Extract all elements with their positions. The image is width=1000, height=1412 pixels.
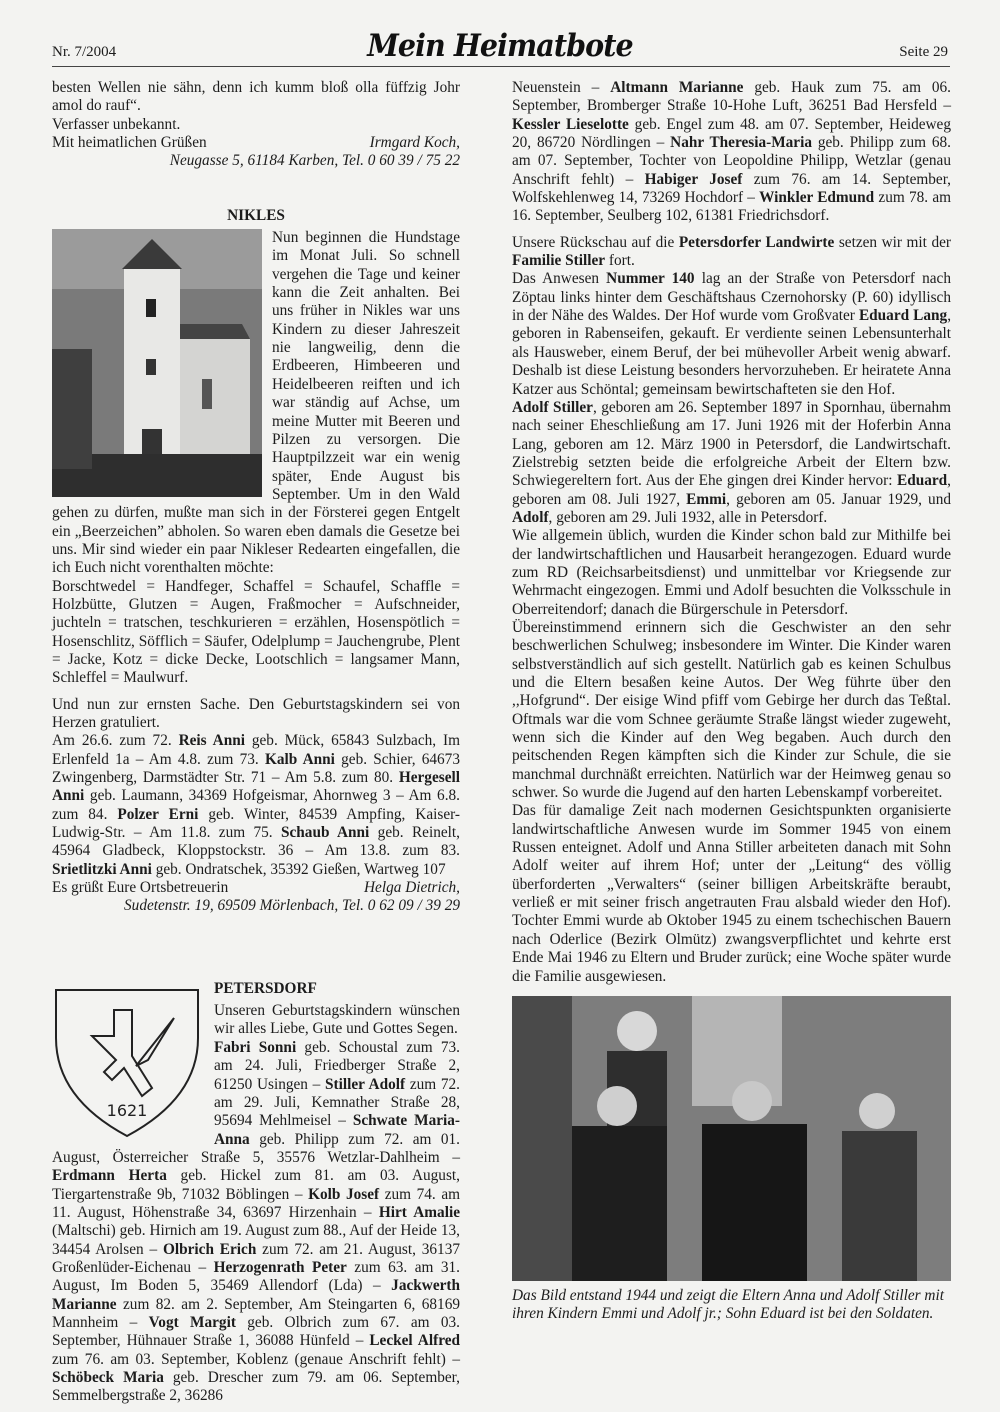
left-column bbox=[52, 79, 460, 1406]
text-segment: geb. Winter, 84539 Ampfing, Kaiser-Ludwig-Str. – Am 11.8. zum 75. bbox=[52, 805, 460, 842]
bold-name: Fabri Sonni bbox=[214, 1038, 297, 1056]
bold-name: Hirt Amalie bbox=[378, 1203, 460, 1221]
header-rule bbox=[52, 66, 950, 67]
greeting-text: Mit heimatlichen Grüßen bbox=[52, 134, 207, 152]
paragraph-schoolway bbox=[512, 619, 951, 802]
text-segment: lag an der Straße von Petersdorf nach Zöptau links hinter dem Geschäftshaus Czernohorsky (P. 60) idyllisch in der Nähe des Waldes. Der Hof wurde vom Großvater bbox=[512, 270, 951, 325]
bold-name: Herzogenrath Peter bbox=[213, 1258, 347, 1276]
birthdays-continued bbox=[512, 79, 951, 226]
text-segment: zum 74. am 11. August, Höhenstraße 34, 63697 Hirzenhain – bbox=[52, 1185, 461, 1221]
bold-name: Olbrich Erich bbox=[162, 1240, 257, 1258]
paragraph-estate bbox=[512, 270, 951, 398]
family-photo bbox=[512, 996, 951, 1281]
text-segment: geb. Laumann, 34369 Hofgeismar, Ahornweg 3 – Am 6.8. zum 84. bbox=[52, 787, 460, 823]
author-name: Helga Dietrich, bbox=[363, 879, 460, 897]
text-segment: Das für damalige Zeit nach modernen Gesichtspunkten organisierte landwirtschaftliche Anwesen wurde im Sommer 1945 von einem Russen enteignet. Adolf und Anna Stiller arbeiteten danach mit Sohn Adolf weiter auf ihrem Hof; unter der „Leitung“ des völlig überforderten „Verwalters“ (seiner billigen Arbeitskräfte beraubt, verließ er mit seiner frisch angetrauten Frau alsbald wieder den Hof). Tochter Emmi wurde ab Oktober 1945 zu einem tschechischen Bauern nach Oderlice (Bezirk Olmütz) zwangsverpflichtet und kehrte erst Ende Mai 1946 zu Eltern und Bruder zurück; eine Woche später wurde die Familie ausgewiesen. bbox=[512, 802, 951, 985]
family-image bbox=[512, 996, 951, 1281]
text-segment: , geboren am 29. Juli 1932, alle in Petersdorf. bbox=[548, 508, 828, 526]
bold-name: Adolf bbox=[512, 508, 549, 526]
section-title-nikles: NIKLES bbox=[227, 206, 285, 224]
text-segment: geb. Drescher zum 79. am 06. September, Semmelbergstraße 2, 36286 bbox=[52, 1369, 460, 1405]
author-note: Verfasser unbekannt. bbox=[52, 115, 181, 133]
photo-caption: Das Bild entstand 1944 und zeigt die Eltern Anna und Adolf Stiller mit ihren Kindern Emmi und Adolf jr.; Sohn Eduard ist bei den Soldaten. bbox=[512, 1286, 944, 1323]
text-segment: Und nun zur ernsten Sache. Den Geburtstagskindern sei von Herzen gratuliert. bbox=[52, 695, 460, 731]
bold-name: Habiger Josef bbox=[644, 170, 743, 188]
bold-name: Nummer 140 bbox=[606, 270, 695, 288]
bold-name: Reis Anni bbox=[178, 732, 245, 750]
text-segment: zum 72. am 29. Juli, Kemnather Straße 28, 95694 Mehlmeisel – bbox=[214, 1075, 460, 1130]
text-segment: , geboren am 05. Januar 1929, und bbox=[726, 490, 951, 508]
bold-name: Winkler Edmund bbox=[759, 189, 875, 207]
bold-name: Nahr Theresia-Maria bbox=[670, 134, 812, 152]
bold-name: Emmi bbox=[686, 490, 727, 508]
text-segment: geb. Hickel zum 81. am 03. August, Tiergartenstraße 9b, 71032 Böblingen – bbox=[52, 1167, 460, 1203]
signature-koch bbox=[52, 134, 460, 152]
bold-name: Schaub Anni bbox=[281, 824, 370, 842]
text-segment: (Maltschi) geb. Hirnich am 19. August zum 88., Auf der Heide 13, 34454 Arolsen – bbox=[52, 1222, 460, 1258]
text-segment: besten Wellen nie sähn, denn ich kumm bloß olla füffzig Johr amol do rauf“. bbox=[52, 79, 460, 115]
text-segment: Wie allgemein üblich, wurden die Kinder schon bald zur Mithilfe bei der landwirtschaftlichen und Hausarbeit herangezogen. Eduard wurde zum RD (Reichsarbeitsdienst) und unmittelbar vor Kriegsende zur Wehrmacht eingezogen. Emmi und Adolf besuchten die Volksschule in Oberreitendorf; danach die Bürgerschule in Petersdorf. bbox=[512, 527, 951, 618]
bold-name: Vogt Margit bbox=[148, 1313, 236, 1331]
family-intro bbox=[512, 234, 951, 271]
intro-paragraph bbox=[52, 79, 460, 116]
text-segment: zum 78. am 16. September, Seulberg 102, 61381 Friedrichsdorf. bbox=[512, 189, 952, 225]
text-segment: , geboren am 26. September 1897 in Spornhau, übernahm nach seiner Eheschließung am 17. Juni 1926 mit der Hoferbin Anna Lang, geboren am 12. März 1900 in Petersdorf, die Landwirtschaft. Zielstrebig setzten beide die erfolgreiche Arbeit der Eltern bzw. Schwiegereltern fort. Aus der Ehe gingen drei Kinder hervor: bbox=[512, 398, 951, 490]
text-segment: Das Anwesen bbox=[512, 270, 607, 288]
text-segment: zum 76. am 03. September, Koblenz (genaue Anschrift fehlt) – bbox=[52, 1350, 460, 1368]
text-segment: Übereinstimmend erinnern sich die Geschwister an den sehr beschwerlichen Schulweg; insbesondere im Winter. Die Kinder waren selbstverständlich auf sich gestellt. Natürlich gab es keinen Schulbus und die Eltern besaßen keine Autos. Der Weg führte über den ,,Hofgrund“. Der eisige Wind pfiff vom Gebirge her durch das Teßtal. Oftmals war die vom Schnee geräumte Straße längst wieder zugeweht, wenn sich die Kinder auf den Weg begaben. Auch durch den peitschenden Regen kämpften sich die Kinder zur Schule, die sie manchmal durchnäßt erreichten. Natürlich war der Heimweg genau so schwer. So wurde die Jugend auf den harten Lebenskampf vorbereitet. bbox=[512, 618, 951, 802]
petersdorf-crest-icon bbox=[52, 988, 202, 1138]
petersdorf-section bbox=[52, 980, 460, 1406]
text-segment: geb. Schoustal zum 73. am 24. Juli, Friedberger Straße 2, 61250 Usingen – bbox=[214, 1038, 460, 1093]
church-image bbox=[52, 229, 262, 497]
paragraph-expropriation bbox=[512, 802, 951, 985]
bold-name: Kessler Lieselotte bbox=[512, 115, 629, 133]
text-segment: zum 82. am 2. September, Am Steingarten 6, 68169 Mannheim – bbox=[52, 1295, 460, 1331]
text-segment: zum 76. am 14. September, Wolfskehlenweg 14, 73269 Hochdorf – bbox=[512, 170, 952, 207]
bold-name: Hergesell Anni bbox=[52, 769, 460, 805]
bold-name: Petersdorfer Landwirte bbox=[678, 233, 835, 251]
text-segment: zum 72. am 21. August, 36137 Großenlüder-Eichenau – bbox=[52, 1240, 461, 1276]
author-address: Neugasse 5, 61184 Karben, Tel. 0 60 39 / 75 22 bbox=[169, 152, 460, 170]
text-segment: fort. bbox=[605, 252, 635, 270]
page-number: Seite 29 bbox=[899, 44, 948, 60]
right-column bbox=[512, 79, 951, 1324]
signature-dietrich bbox=[52, 879, 460, 897]
text-segment: geb. Engel zum 48. am 07. September, Heideweg 20, 86720 Nördlingen – bbox=[512, 115, 951, 152]
bold-name: Leckel Alfred bbox=[369, 1332, 461, 1350]
church-photo bbox=[52, 229, 262, 497]
text-segment: geb. Schier, 64673 Zwingenberg, Darmstädter Str. 71 – Am 5.8. zum 80. bbox=[52, 750, 460, 787]
text-segment: geb. Ondratschek, 35392 Gießen, Wartweg 107 bbox=[151, 860, 446, 878]
bold-name: Erdmann Herta bbox=[52, 1167, 167, 1185]
text-segment: geb. Philipp zum 68. am 07. September, Tochter von Leopoldine Philipp, Wetzlar (genau Anschrift fehlt) – bbox=[512, 134, 951, 188]
nikles-dialect-words bbox=[52, 578, 460, 688]
bold-name: Kalb Anni bbox=[264, 750, 335, 768]
text-segment: Unseren Geburtstagskindern wünschen wir alles Liebe, Gute und Gottes Segen. bbox=[214, 1002, 460, 1038]
text-segment: geb. Olbrich zum 67. am 03. September, Hühnauer Straße 1, 36088 Hünfeld – bbox=[52, 1313, 460, 1350]
author-name: Irmgard Koch, bbox=[369, 134, 460, 152]
bold-name: Adolf Stiller bbox=[512, 398, 593, 416]
text-segment: Borschtwedel = Handfeger, Schaffel = Schaufel, Schaffle = Holzbütte, Glutzen = Augen, Fraßmocher = Aufschneider, juchteln = tratschen, teschkurieren = erzählen, Hosenspötlich = Hosenschlitz, Söfflich = Säufer, Odelplump = Jauchengrube, Plent = Jacke, Kotz = dicke Decke, Lootschlich = langsamer Mann, Schleffel = Maulwurf. bbox=[52, 577, 460, 687]
greeting-text: Es grüßt Eure Ortsbetreuerin bbox=[52, 879, 229, 897]
bold-name: Eduard bbox=[897, 472, 948, 490]
text-segment: Neuenstein – bbox=[512, 79, 611, 96]
bold-name: Jackwerth Marianne bbox=[52, 1277, 460, 1313]
bold-name: Kolb Josef bbox=[308, 1185, 380, 1203]
bold-name: Eduard Lang bbox=[858, 307, 948, 325]
issue-number: Nr. 7/2004 bbox=[52, 44, 117, 60]
section-title-petersdorf: PETERSDORF bbox=[214, 979, 317, 997]
text-segment: Am 26.6. zum 72. bbox=[52, 732, 179, 750]
text-segment: , geboren am 08. Juli 1927, bbox=[512, 472, 951, 508]
bold-name: Familie Stiller bbox=[512, 252, 606, 270]
bold-name: Stiller Adolf bbox=[325, 1075, 406, 1093]
text-segment: geb. Hauk zum 75. am 06. September, Bromberger Straße 10-Hohe Luft, 36251 Bad Hersfeld – bbox=[512, 79, 951, 115]
text-segment: geb. Reinelt, 45964 Gladbeck, Kloppstockstr. 36 – Am 13.8. zum 83. bbox=[52, 824, 460, 860]
masthead-logo: Mein Heimatbote bbox=[367, 28, 633, 64]
text-segment: , geboren in Rabenseifen, gekauft. Er verdiente seinen Lebensunterhalt als Hausweber, einem Beruf, der bei mühevoller Arbeit wenig abwarf. Deshalb ist diese Leistung besonders hervorzuheben. Er heiratete Anna Katzer aus Schöntal; gemeinsam bewirtschafteten sie den Hof. bbox=[512, 307, 952, 398]
author-address: Sudetenstr. 19, 69509 Mörlenbach, Tel. 0 62 09 / 39 29 bbox=[124, 897, 460, 915]
bold-name: Schwate Maria-Anna bbox=[214, 1112, 461, 1148]
text-segment: zum 63. am 31. August, Im Boden 5, 35469 Allendorf (Lda) – bbox=[52, 1258, 460, 1295]
text-segment: geb. Philipp zum 72. am 01. August, Österreicher Straße 5, 35576 Wetzlar-Dahlheim – bbox=[52, 1130, 460, 1166]
bold-name: Srietlitzki Anni bbox=[52, 860, 152, 878]
paragraph-children bbox=[512, 527, 951, 619]
text-segment: Unsere Rückschau auf die bbox=[512, 233, 679, 251]
text-segment: Nun beginnen die Hundstage im Monat Juli. So schnell vergehen die Tage und keiner kann die Zeit anhalten. Bei uns früher in Nikles war uns Kindern zu dieser Jahreszeit nie langweilig, denn die Erdbeeren, Himbeeren und Heidelbeeren reiften und ich war ständig auf Achse, um meine Mutter mit Beeren und Pilzen zu versorgen. Die Hauptpilzzeit war ein wenig später, Ende August bis September. Um in den Wald gehen zu dürfen, mußte man sich in der Försterei gegen Entgelt ein „Beerzeichen” abholen. So waren eben damals die Gesetze bei uns. Mir sind wieder ein paar Nikleser Redearten eingefallen, die ich Euch nicht vorenthalten möchte: bbox=[52, 229, 460, 577]
text-segment: geb. Mück, 65843 Sulzbach, Im Erlenfeld 1a – Am 4.8. zum 73. bbox=[52, 732, 460, 768]
bold-name: Polzer Erni bbox=[117, 805, 199, 823]
bold-name: Altmann Marianne bbox=[610, 79, 744, 96]
bold-name: Schöbeck Maria bbox=[52, 1369, 164, 1386]
crest-year: 1621 bbox=[106, 1100, 148, 1120]
nikles-congrats bbox=[52, 696, 460, 733]
nikles-birthdays bbox=[52, 732, 460, 879]
paragraph-adolf-stiller bbox=[512, 399, 951, 527]
text-segment: setzen wir mit der bbox=[834, 233, 951, 251]
